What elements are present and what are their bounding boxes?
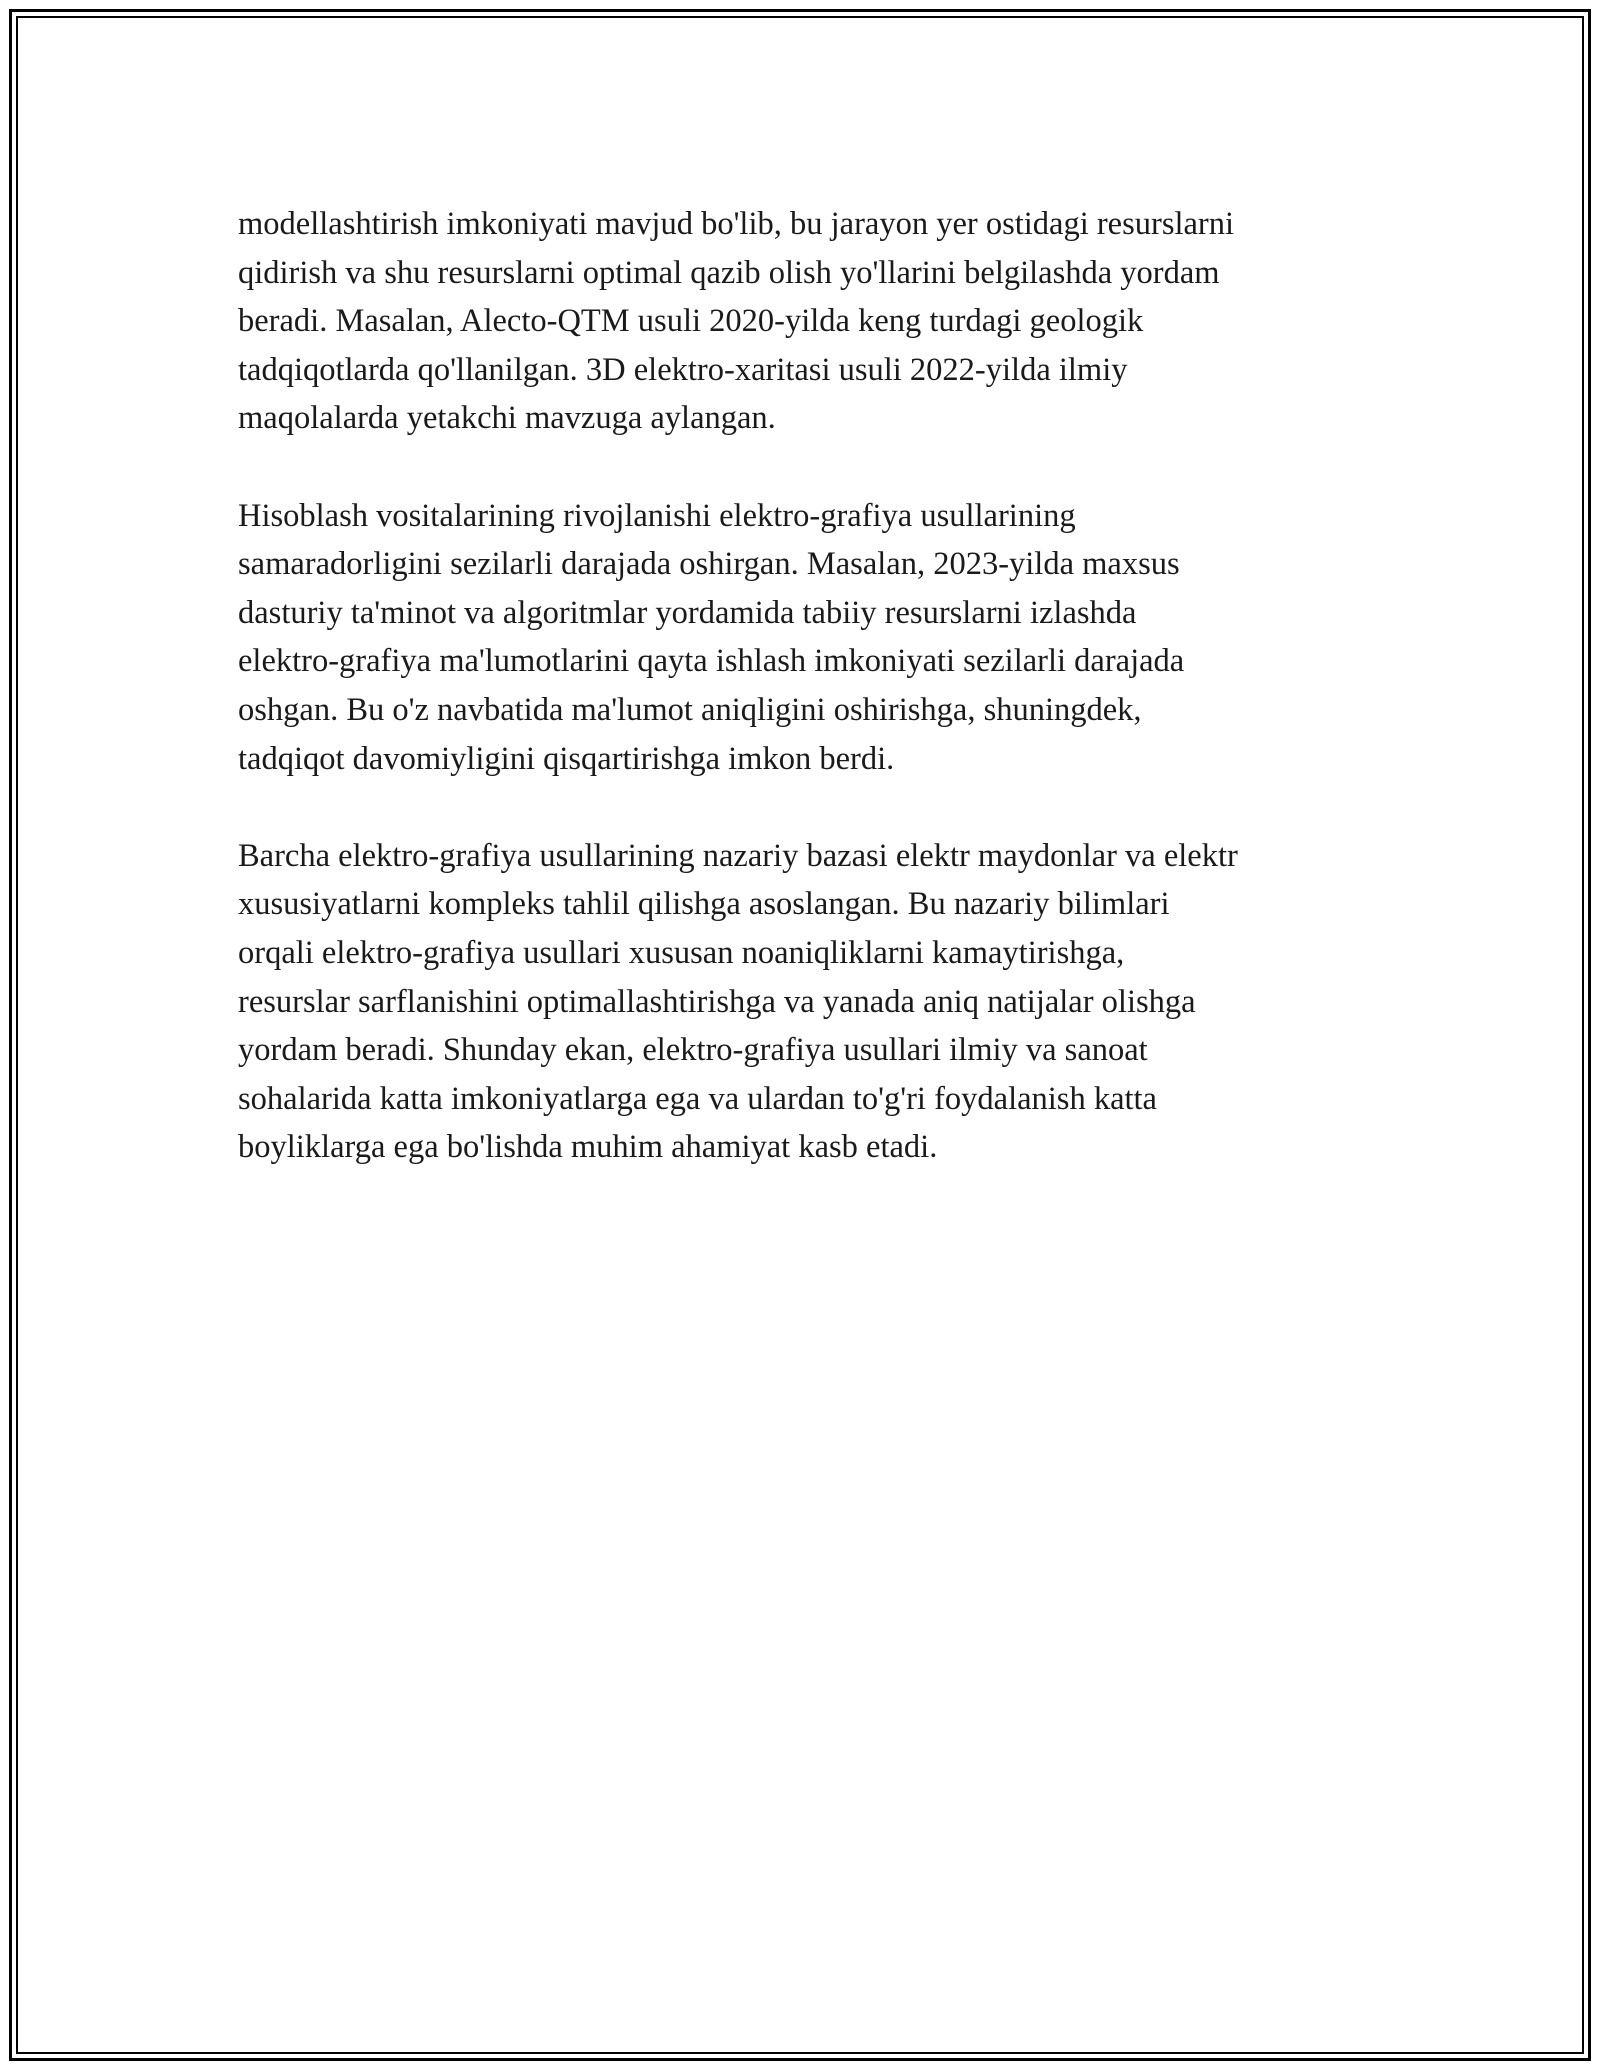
text-line: Barcha elektro-grafiya usullarining nazariy bazasi elektr maydonlar va elektr <box>238 837 1238 874</box>
text-line: sohalarida katta imkoniyatlarga ega va ulardan to'g'ri foydalanish katta <box>238 1080 1157 1117</box>
text-line: tadqiqot davomiyligini qisqartirishga imkon berdi. <box>238 740 895 777</box>
text-line: yordam beradi. Shunday ekan, elektro-grafiya usullari ilmiy va sanoat <box>238 1032 1148 1069</box>
text-line: modellashtirish imkoniyati mavjud bo'lib, bu jarayon yer ostidagi resurslarni <box>238 206 1235 242</box>
text-line: samaradorligini sezilarli darajada oshirgan. Masalan, 2023-yilda maxsus <box>238 546 1180 583</box>
text-line: orqali elektro-grafiya usullari xususan noaniqliklarni kamaytirishga, <box>238 934 1125 971</box>
text-line: Hisoblash vositalarining rivojlanishi elektro-grafiya usullarining <box>238 497 1076 534</box>
text-line: boyliklarga ega bo'lishda muhim ahamiyat kasb etadi. <box>238 1129 938 1166</box>
text-line: xususiyatlarni kompleks tahlil qilishga asoslangan. Bu nazariy bilimlari <box>238 886 1170 923</box>
document-body <box>238 200 1388 1220</box>
text-line: maqolalarda yetakchi mavzuga aylangan. <box>238 400 776 437</box>
page-border <box>9 9 1591 2061</box>
text-line: elektro-grafiya ma'lumotlarini qayta ishlash imkoniyati sezilarli darajada <box>238 643 1185 680</box>
text-line: resurslar sarflanishini optimallashtirishga va yanada aniq natijalar olishga <box>238 983 1196 1020</box>
text-line: beradi. Masalan, Alecto-QTM usuli 2020-yilda keng turdagi geologik <box>238 303 1144 340</box>
paragraph-3 <box>238 832 1388 1172</box>
text-line: tadqiqotlarda qo'llanilgan. 3D elektro-xaritasi usuli 2022-yilda ilmiy <box>238 351 1128 388</box>
text-line: oshgan. Bu o'z navbatida ma'lumot aniqligini oshirishga, shuningdek, <box>238 691 1142 728</box>
paragraph-1 <box>238 200 1388 443</box>
text-line: dasturiy ta'minot va algoritmlar yordamida tabiiy resurslarni izlashda <box>238 594 1137 631</box>
paragraph-2 <box>238 492 1388 784</box>
text-line: qidirish va shu resurslarni optimal qazib olish yo'llarini belgilashda yordam <box>238 254 1220 291</box>
